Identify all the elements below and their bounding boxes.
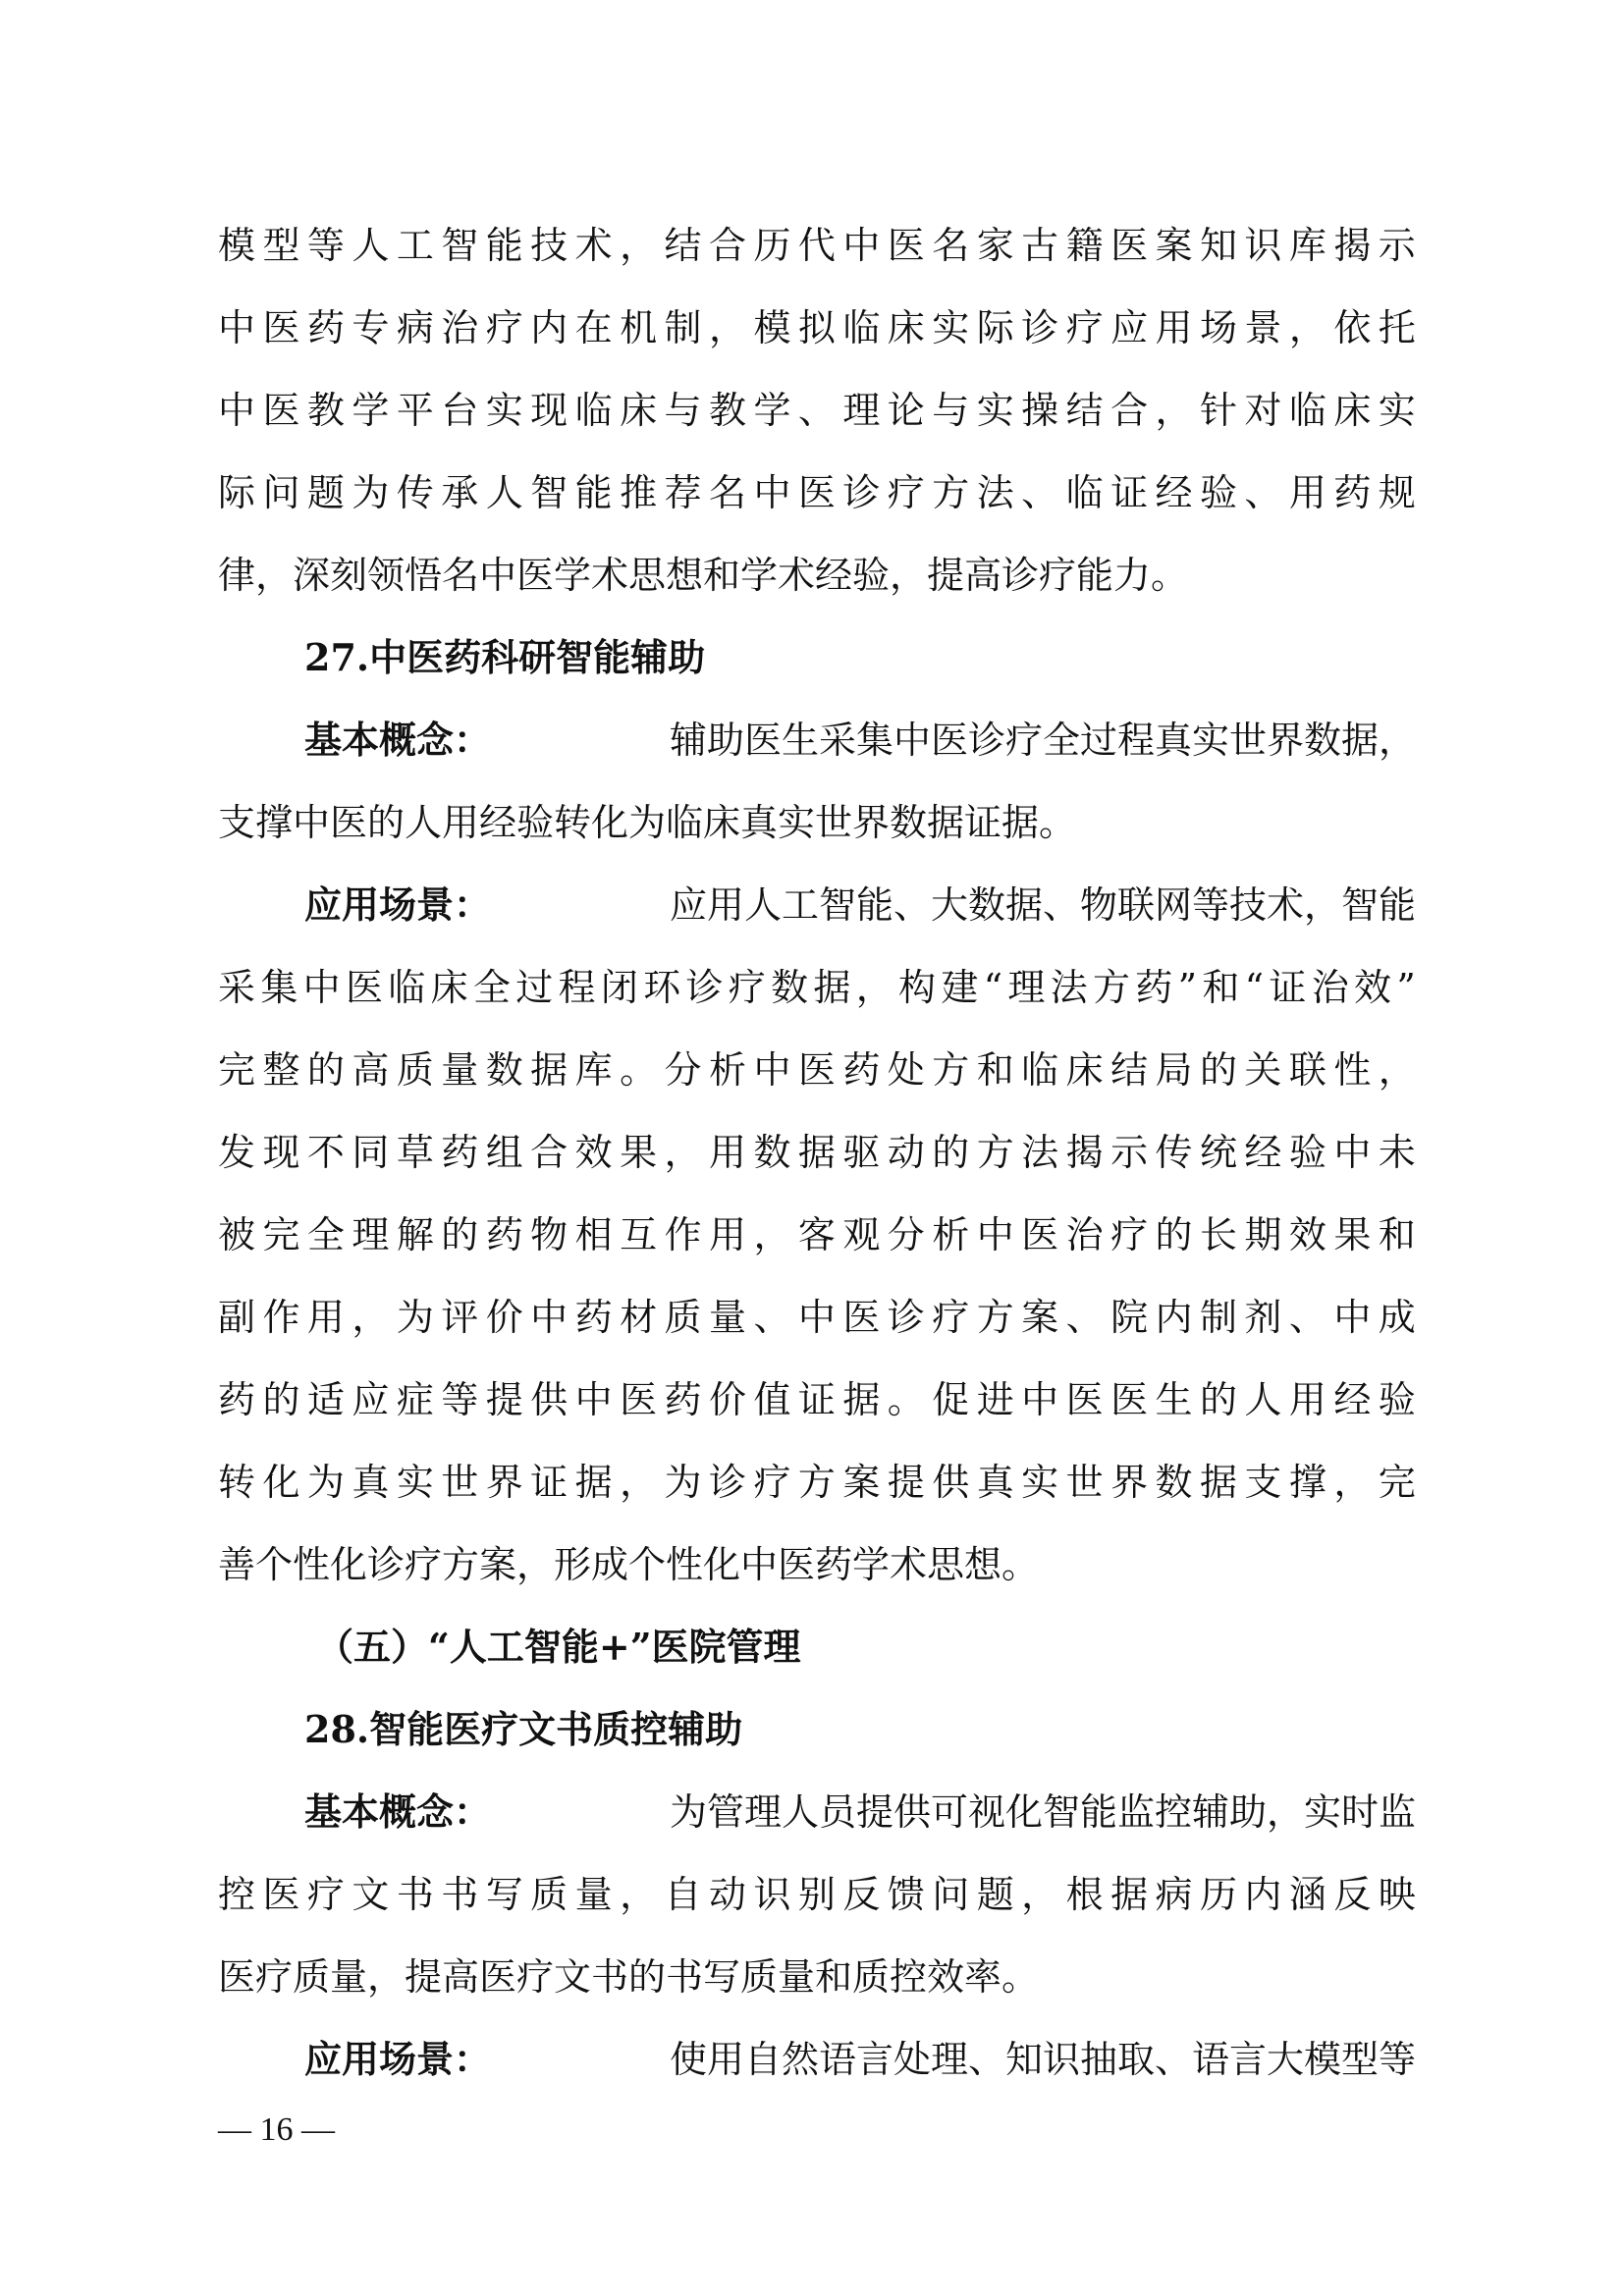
paragraph-line: 支撑中医的人用经验转化为临床真实世界数据证据。 (218, 801, 1077, 844)
scene-label: 应用场景： (304, 2037, 492, 2081)
document-body (218, 204, 1416, 2101)
paragraph-line: 发 现 不 同 草 药 组 合 效 果 ， 用 数 据 驱 动 的 方 法 揭 示 传 统 经 验 中 未 (218, 1131, 1416, 1174)
paragraph-line: 完 整 的 高 质 量 数 据 库 。 分 析 中 医 药 处 方 和 临 床 结 局 的 关 联 性 ， (218, 1048, 1416, 1092)
paragraph-line: 模 型 等 人 工 智 能 技 术 ， 结 合 历 代 中 医 名 家 古 籍 医 案 知 识 库 揭 示 (218, 224, 1416, 267)
scene-first-line (218, 864, 1416, 946)
scene-text: 使用自然语言处理、知识抽取、语言大模型等 (669, 2038, 1416, 2081)
concept-text: 为管理人员提供可视化智能监控辅助，实时监 (669, 1790, 1416, 1834)
paragraph-line: 医疗质量，提高医疗文书的书写质量和质控效率。 (218, 1955, 1040, 1999)
paragraph-line: 控 医 疗 文 书 书 写 质 量 ， 自 动 识 别 反 馈 问 题 ， 根 据 病 历 内 涵 反 映 (218, 1873, 1416, 1916)
paragraph-line: 际 问 题 为 传 承 人 智 能 推 荐 名 中 医 诊 疗 方 法 、 临 证 经 验 、 用 药 规 (218, 471, 1416, 514)
paragraph-line: 律，深刻领悟名中医学术思想和学术经验，提高诊疗能力。 (218, 554, 1189, 597)
paragraph-line: 中 医 药 专 病 治 疗 内 在 机 制 ， 模 拟 临 床 实 际 诊 疗 应 用 场 景 ， 依 托 (218, 306, 1416, 349)
scene-first-line (218, 2018, 1416, 2101)
concept-label: 基本概念： (304, 1789, 492, 1834)
paragraph-line: 转 化 为 真 实 世 界 证 据 ， 为 诊 疗 方 案 提 供 真 实 世 界 数 据 支 撑 ， 完 (218, 1461, 1416, 1504)
page-number: — 16 — (218, 2111, 335, 2148)
concept-label: 基本概念： (304, 718, 492, 762)
paragraph-line: 善个性化诊疗方案，形成个性化中医药学术思想。 (218, 1543, 1040, 1586)
paragraph-line: 副 作 用 ， 为 评 价 中 药 材 质 量 、 中 医 诊 疗 方 案 、 院 内 制 剂 、 中 成 (218, 1296, 1416, 1339)
section-heading-5: （五）“人工智能+”医院管理 (316, 1625, 801, 1669)
concept-text: 辅助医生采集中医诊疗全过程真实世界数据， (669, 719, 1416, 762)
heading-28: 28.智能医疗文书质控辅助 (304, 1707, 743, 1751)
scene-label: 应用场景： (304, 882, 492, 927)
scene-text: 应用人工智能、大数据、物联网等技术，智能 (669, 883, 1416, 927)
concept-first-line (218, 1771, 1416, 1853)
heading-27: 27.中医药科研智能辅助 (304, 635, 706, 679)
paragraph-line: 被 完 全 理 解 的 药 物 相 互 作 用 ， 客 观 分 析 中 医 治 疗 的 长 期 效 果 和 (218, 1213, 1416, 1256)
paragraph-line: 药 的 适 应 症 等 提 供 中 医 药 价 值 证 据 。 促 进 中 医 医 生 的 人 用 经 验 (218, 1378, 1416, 1421)
paragraph-line: 采 集 中 医 临 床 全 过 程 闭 环 诊 疗 数 据 ， 构 建 “ 理 法 方 药 ” 和 “ 证 治 效 ” (218, 966, 1416, 1009)
paragraph-line: 中 医 教 学 平 台 实 现 临 床 与 教 学 、 理 论 与 实 操 结 合 ， 针 对 临 床 实 (218, 389, 1416, 432)
concept-first-line (218, 699, 1416, 781)
